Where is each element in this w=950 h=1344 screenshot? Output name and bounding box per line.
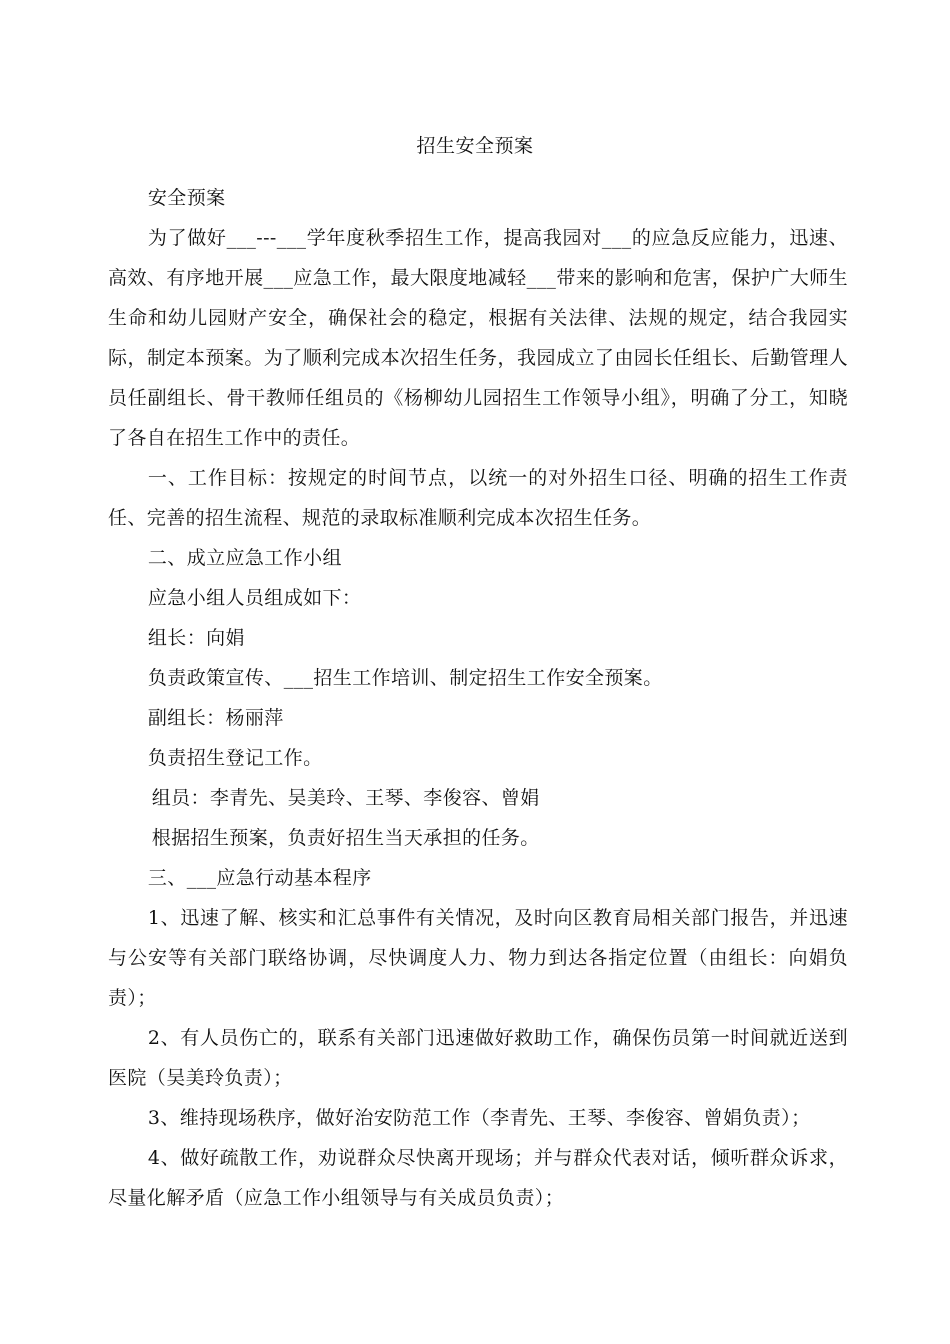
document-body: [108, 178, 848, 1218]
paragraph: 组员：李青先、吴美玲、王琴、李俊容、曾娟: [151, 787, 540, 809]
paragraph: 副组长：杨丽萍: [147, 707, 284, 729]
paragraph: 根据招生预案，负责好招生当天承担的任务。: [151, 827, 540, 849]
section-heading: 三、___应急行动基本程序: [147, 867, 372, 889]
goal-paragraph: 一、工作目标：按规定的时间节点，以统一的对外招生口径、明确的招生工作责任、完善的招生流程、规范的录取标准顺利完成本次招生任务。: [108, 467, 848, 529]
list-item: 3、维持现场秩序，做好治安防范工作（李青先、王琴、李俊容、曾娟负责）；: [147, 1107, 811, 1129]
list-item: 4、做好疏散工作，劝说群众尽快离开现场；并与群众代表对话，倾听群众诉求，尽量化解矛盾（应急工作小组领导与有关成员负责）；: [108, 1147, 848, 1209]
section-heading: 安全预案: [147, 187, 226, 209]
paragraph: 负责政策宣传、___招生工作培训、制定招生工作安全预案。: [147, 667, 663, 689]
list-item: 1、迅速了解、核实和汇总事件有关情况，及时向区教育局相关部门报告，并迅速与公安等有关部门联络协调，尽快调度人力、物力到达各指定位置（由组长：向娟负责）；: [108, 907, 848, 1009]
paragraph: 负责招生登记工作。: [147, 747, 323, 769]
intro-paragraph: 为了做好___---___学年度秋季招生工作，提高我园对___的应急反应能力，迅速、高效、有序地开展___应急工作，最大限度地减轻___带来的影响和危害，保护广大师生生命和幼儿园财产安全，确保社会的稳定，根据有关法律、法规的规定，结合我园实际，制定本预案。为了顺利完成本次招生任务，我园成立了由园长任组长、后勤管理人员任副组长、骨干教师任组员的《杨柳幼儿园招生工作领导小组》，明确了分工，知晓了各自在招生工作中的责任。: [108, 227, 848, 449]
list-item: 2、有人员伤亡的，联系有关部门迅速做好救助工作，确保伤员第一时间就近送到医院（吴美玲负责）；: [108, 1027, 848, 1089]
page-title: 招生安全预案: [416, 135, 534, 157]
section-heading: 二、成立应急工作小组: [147, 547, 342, 569]
paragraph: 应急小组人员组成如下：: [147, 587, 362, 609]
paragraph: 组长：向娟: [147, 627, 245, 649]
